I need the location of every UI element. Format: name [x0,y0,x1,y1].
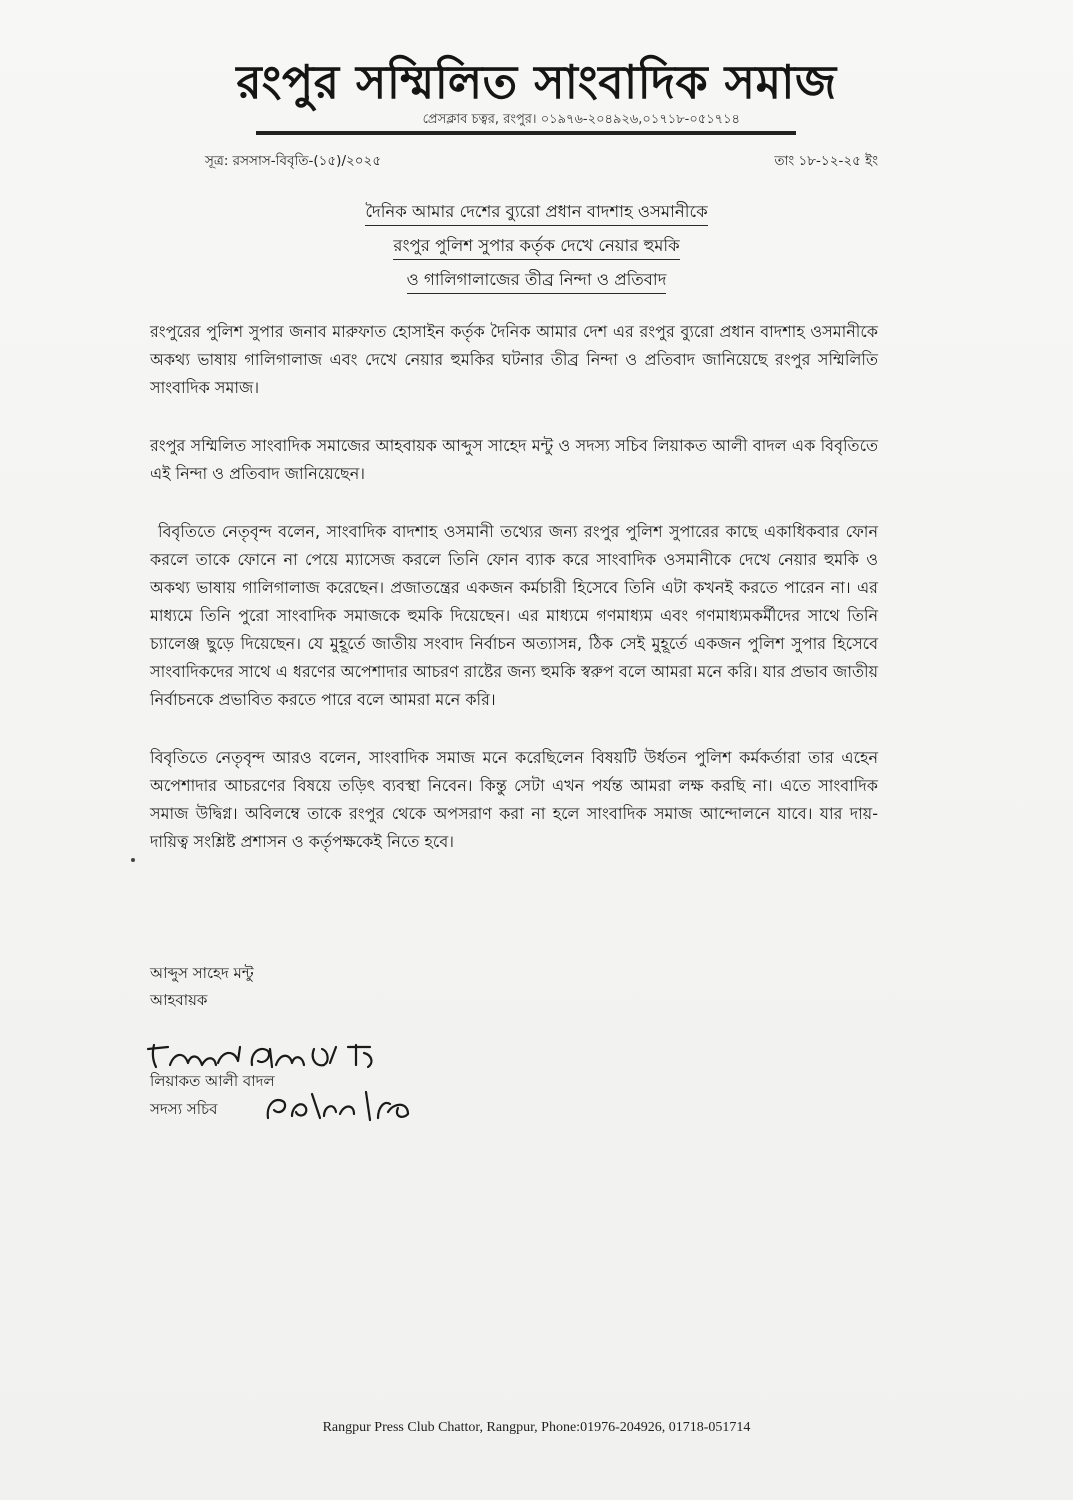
signatory-title: সদস্য সচিব [150,1100,218,1118]
letterhead-org-name: রংপুর সম্মিলিত সাংবাদিক সমাজ [236,55,837,109]
headline-line: ও গালিগালাজের তীব্র নিন্দা ও প্রতিবাদ [407,268,667,294]
ink-dot [131,858,135,862]
headline [0,200,1073,302]
body-paragraph: বিবৃতিতে নেতৃবৃন্দ আরও বলেন, সাংবাদিক সমাজ মনে করেছিলেন বিষয়টি উর্ধতন পুলিশ কর্মকর্তারা তার এহেন অপেশাদার আচরণের বিষয়ে তড়িৎ ব্যবস্থা নিবেন। কিন্তু সেটা এখন পর্যন্ত আমরা লক্ষ করছি না। এতে সাংবাদিক সমাজ উদ্বিগ্ন। অবিলম্বে তাকে রংপুর থেকে অপসরাণ করা না হলে সাংবাদিক সমাজ আন্দোলনে যাবে। যার দায়-দায়িত্ব সংশ্লিষ্ট প্রশাসন ও কর্তৃপক্ষকেই নিতে হবে। [150,748,878,851]
signatory-name: আব্দুস সাহেদ মন্টু [150,964,254,982]
signatory-name: লিয়াকত আলী বাদল [150,1072,275,1090]
reference-number: সূত্র: রসসাস-বিবৃতি-(১৫)/২০২৫ [205,153,382,169]
body-paragraph: বিবৃতিতে নেতৃবৃন্দ বলেন, সাংবাদিক বাদশাহ ওসমানী তথ্যের জন্য রংপুর পুলিশ সুপারের কাছে একাধিকবার ফোন করলে তাকে ফোনে না পেয়ে ম্যাসেজ করলে তিনি ফোন ব্যাক করে সাংবাদিক ওসমানীকে দেখে নেয়ার হুমকি ও অকথ্য ভাষায় গালিগালাজ করেছেন। প্রজাতন্ত্রের একজন কর্মচারী হিসেবে তিনি এটা কখনই করতে পারেন না। এর মাধ্যমে তিনি পুরো সাংবাদিক সমাজকে হুমকি দিয়েছেন। এর মাধ্যমে গণমাধ্যম এবং গণমাধ্যমকর্মীদের সাথে তিনি চ্যালেঞ্জ ছুড়ে দিয়েছেন। যে মুহূর্তে জাতীয় সংবাদ নির্বাচন অত্যাসন্ন, ঠিক সেই মুহূর্তে একজন পুলিশ সুপার হিসেবে সাংবাদিকদের সাথে এ ধরণের অপেশাদার আচরণ রাষ্টের জন্য হুমকি স্বরুপ বলে আমরা মনে করি। যার প্রভাব জাতীয় নির্বাচনকে প্রভাবিত করতে পারে বলে আমরা মনে করি। [150,522,878,709]
signatory-title: আহবায়ক [150,991,208,1009]
statement-body [150,318,878,886]
letterhead-footer: Rangpur Press Club Chattor, Rangpur, Phone:01976-204926, 01718-051714 [322,1420,751,1435]
handwritten-date [262,1088,422,1124]
letterhead-address: প্রেসক্লাব চত্বর, রংপুর। ০১৯৭৬-২০৪৯২৬,০১৭১৮-০৫১৭১৪ [422,112,740,127]
handwritten-signature [144,1035,394,1075]
issue-date: তাং ১৮-১২-২৫ ইং [774,153,878,169]
letterhead-divider [256,131,796,135]
headline-line: দৈনিক আমার দেশের ব্যুরো প্রধান বাদশাহ ওসমানীকে [365,200,707,226]
body-paragraph: রংপুরের পুলিশ সুপার জনাব মারুফাত হোসাইন কর্তৃক দৈনিক আমার দেশ এর রংপুর ব্যুরো প্রধান বাদশাহ ওসমানীকে অকথ্য ভাষায় গালিগালাজ এবং দেখে নেয়ার হুমকির ঘটনার তীব্র নিন্দা ও প্রতিবাদ জানিয়েছে রংপুর সম্মিলিতি সাংবাদিক সমাজ। [150,322,878,397]
body-paragraph: রংপুর সম্মিলিত সাংবাদিক সমাজের আহবায়ক আব্দুস সাহেদ মন্টু ও সদস্য সচিব লিয়াকত আলী বাদল এক বিবৃতিতে এই নিন্দা ও প্রতিবাদ জানিয়েছেন। [150,436,878,483]
headline-line: রংপুর পুলিশ সুপার কর্তৃক দেখে নেয়ার হুমকি [393,234,679,260]
